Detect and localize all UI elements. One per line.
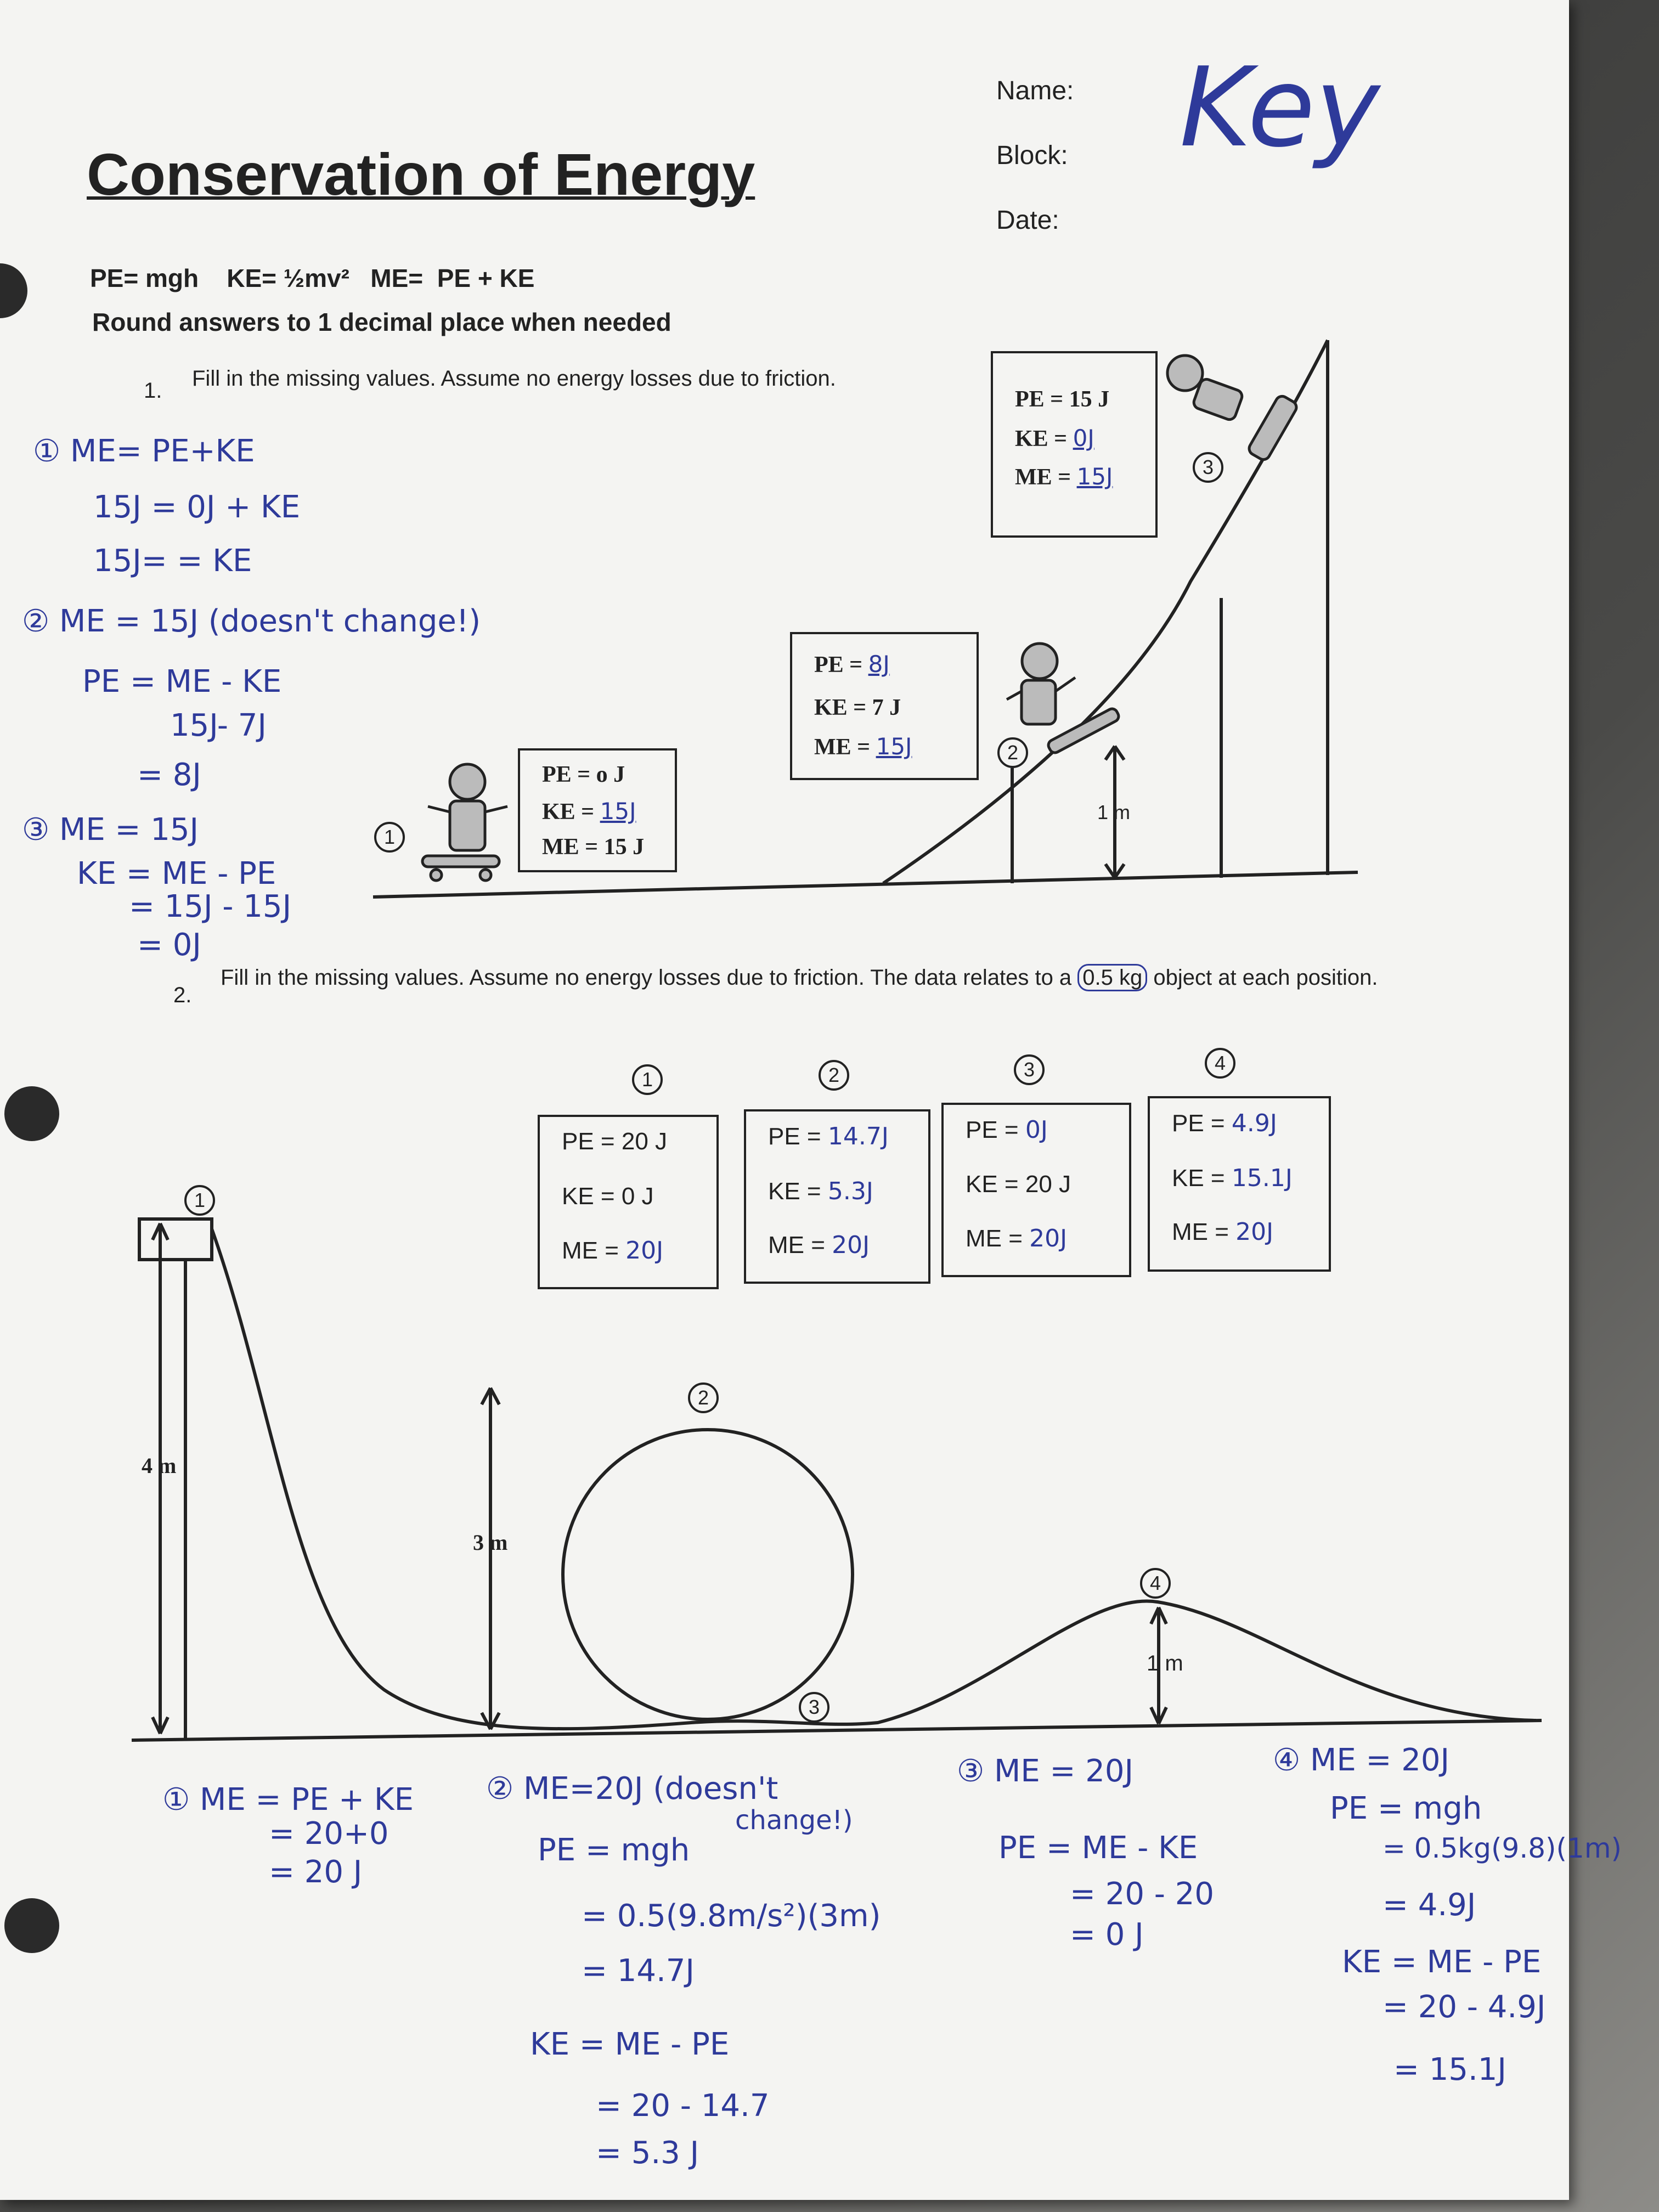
q1-work-line: 15J- 7J <box>170 708 267 743</box>
q1-work-line: = 15J - 15J <box>129 889 292 924</box>
pe-answer: 8J <box>868 651 890 678</box>
ke-row: KE = 15.1J <box>1172 1164 1293 1192</box>
ke-row: KE = 7 J <box>814 695 901 720</box>
q2-height-label-4: 1 m <box>1147 1651 1183 1675</box>
me-answer: 15J <box>1076 463 1113 490</box>
q2-track-marker-4: 4 <box>1140 1568 1171 1599</box>
pe-row: PE = 0J <box>966 1116 1048 1144</box>
me-row: ME = 20J <box>966 1224 1068 1252</box>
q1-number: 1. <box>144 379 162 403</box>
q2-track-marker-1: 1 <box>184 1185 215 1216</box>
q2-work3-line: = 0 J <box>1070 1917 1144 1953</box>
q1-position-marker-3: 3 <box>1193 452 1223 483</box>
q2-work3-line: ③ ME = 20J <box>957 1753 1133 1789</box>
me-answer: 15J <box>876 733 912 760</box>
name-value: Key <box>1180 44 1380 172</box>
pe-row: PE = 8J <box>814 651 890 678</box>
q2-height-label-1: 4 m <box>142 1453 177 1478</box>
q2-track-marker-2: 2 <box>688 1383 719 1413</box>
q2-work4-line: = 4.9J <box>1383 1887 1476 1923</box>
q2-work3-line: PE = ME - KE <box>998 1830 1198 1866</box>
formula-line: PE= mgh KE= ½mv² ME= PE + KE <box>90 264 535 292</box>
ke-value: 0 J <box>621 1183 654 1210</box>
q2-box-marker-3: 3 <box>1014 1054 1045 1085</box>
q2-work2-line: = 14.7J <box>582 1953 695 1989</box>
q2-work1-line: = 20 J <box>269 1854 363 1890</box>
ke-row: KE = 15J <box>542 798 636 825</box>
rounding-instruction: Round answers to 1 decimal place when needed <box>92 308 672 336</box>
ke-row: KE = 0J <box>1015 425 1094 452</box>
q2-work2-line: KE = ME - PE <box>530 2027 730 2062</box>
pe-value: 15 J <box>1069 387 1110 412</box>
pe-answer: 4.9J <box>1231 1109 1277 1137</box>
q1-position-marker-2: 2 <box>997 737 1028 768</box>
q1-work-line: 15J= = KE <box>93 543 252 579</box>
q2-track-marker-3: 3 <box>799 1692 830 1723</box>
q1-work-line: ② ME = 15J (doesn't change!) <box>22 603 481 639</box>
q2-box-marker-4: 4 <box>1205 1048 1235 1079</box>
ke-value: 20 J <box>1025 1171 1071 1198</box>
pe-row: PE = 14.7J <box>768 1122 889 1150</box>
me-answer: 20J <box>832 1231 870 1259</box>
ke-answer: 0J <box>1073 425 1094 452</box>
q2-box-marker-2: 2 <box>819 1060 849 1091</box>
ke-row: KE = 5.3J <box>768 1177 873 1205</box>
me-value: 15 J <box>603 834 645 860</box>
q2-work2-line: PE = mgh <box>538 1832 690 1868</box>
me-row: ME = 20J <box>768 1231 870 1259</box>
q2-work4-line: PE = mgh <box>1330 1791 1482 1826</box>
q2-work2-line: = 20 - 14.7 <box>596 2088 770 2124</box>
ke-row: KE = 20 J <box>966 1171 1071 1198</box>
q2-work4-line: = 15.1J <box>1393 2052 1506 2087</box>
q2-work4-line: ④ ME = 20J <box>1273 1742 1449 1778</box>
q2-box-marker-1: 1 <box>632 1064 663 1095</box>
pe-value: o J <box>596 762 625 787</box>
page-title: Conservation of Energy <box>87 141 755 207</box>
ke-answer: 5.3J <box>827 1177 873 1205</box>
me-row: ME = 15 J <box>542 834 645 860</box>
me-answer: 20J <box>625 1237 664 1265</box>
pe-value: 20 J <box>621 1128 668 1155</box>
me-row: ME = 15J <box>1015 463 1113 490</box>
q1-height-label: 1 m <box>1097 801 1131 823</box>
q1-work-line: PE = ME - KE <box>82 664 282 699</box>
q1-work-line: KE = ME - PE <box>77 856 276 891</box>
me-row: ME = 20J <box>562 1237 664 1265</box>
me-answer: 20J <box>1235 1218 1274 1246</box>
q2-mass: 0.5 kg <box>1077 964 1147 991</box>
q1-work-line: = 8J <box>137 757 201 793</box>
ke-answer: 15J <box>600 798 636 825</box>
pe-answer: 14.7J <box>827 1122 889 1150</box>
pe-row: PE = 15 J <box>1015 387 1110 412</box>
me-row: ME = 20J <box>1172 1218 1274 1246</box>
q2-text: Fill in the missing values. Assume no energy losses due to friction. The data relates to a 0.5 kg object at each position. <box>221 966 1378 990</box>
q2-work1-line: ① ME = PE + KE <box>162 1782 414 1818</box>
q2-work4-line: KE = ME - PE <box>1342 1944 1542 1980</box>
q1-position-marker-1: 1 <box>374 822 405 853</box>
ke-value: 7 J <box>872 695 901 720</box>
q2-work2-line: ② ME=20J (doesn't <box>486 1771 778 1807</box>
q1-text: Fill in the missing values. Assume no energy losses due to friction. <box>192 366 836 391</box>
q2-work1-line: = 20+0 <box>269 1816 389 1852</box>
q2-work2-line: = 0.5(9.8m/s²)(3m) <box>582 1898 881 1934</box>
pe-row: PE = o J <box>542 762 625 787</box>
pe-answer: 0J <box>1025 1116 1048 1144</box>
q1-work-line: ③ ME = 15J <box>22 812 199 848</box>
name-label: Name: <box>996 76 1074 105</box>
q2-number: 2. <box>173 983 192 1007</box>
pe-row: PE = 20 J <box>562 1128 668 1155</box>
q2-work4-line: = 20 - 4.9J <box>1383 1989 1546 2025</box>
me-row: ME = 15J <box>814 733 912 760</box>
q2-work2-line: change!) <box>735 1805 853 1836</box>
q1-work-line: ① ME= PE+KE <box>33 433 255 469</box>
q2-work3-line: = 20 - 20 <box>1070 1876 1215 1912</box>
ke-row: KE = 0 J <box>562 1183 654 1210</box>
me-answer: 20J <box>1029 1224 1068 1252</box>
date-label: Date: <box>996 206 1059 235</box>
pe-row: PE = 4.9J <box>1172 1109 1277 1137</box>
q2-height-label-2: 3 m <box>473 1530 508 1555</box>
q2-work2-line: = 5.3 J <box>596 2135 699 2171</box>
q1-work-line: = 0J <box>137 927 201 963</box>
block-label: Block: <box>996 141 1068 170</box>
q2-work4-line: = 0.5kg(9.8)(1m) <box>1383 1832 1622 1864</box>
ke-answer: 15.1J <box>1231 1164 1293 1192</box>
q1-work-line: 15J = 0J + KE <box>93 489 301 525</box>
